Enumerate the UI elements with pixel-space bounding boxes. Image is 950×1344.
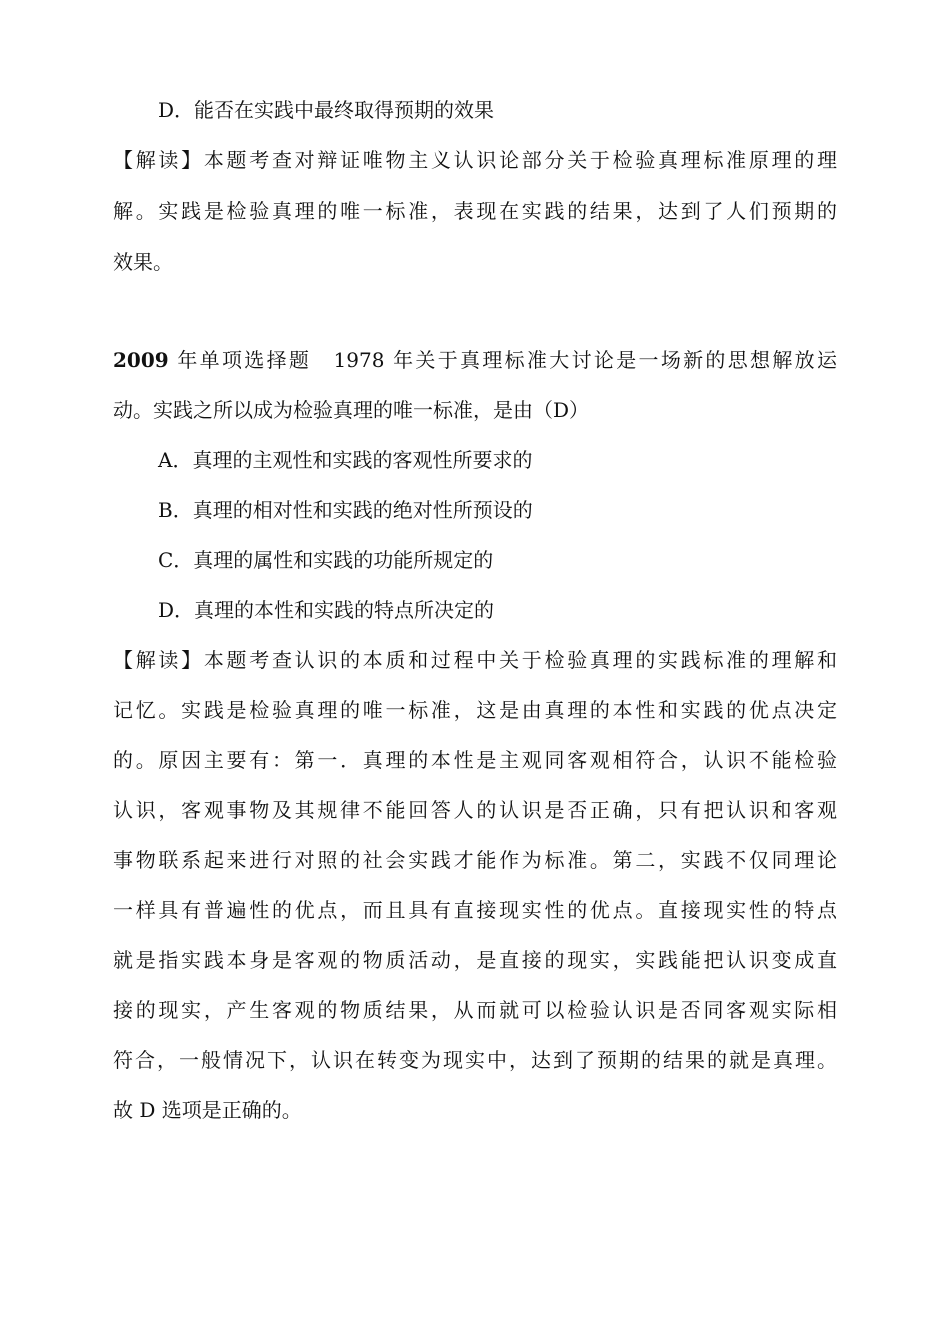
- question-text-1: 年单项选择题 1978 年关于真理标准大讨论是一场新的思想解放运: [177, 348, 837, 372]
- option-d: D．真理的本性和实践的特点所决定的: [158, 598, 495, 622]
- explanation-1-line-3: 效果。: [113, 250, 173, 274]
- explanation-1-line-1: 【解读】本题考查对辩证唯物主义认识论部分关于检验真理标准原理的理: [113, 148, 837, 172]
- explanation-2-line-6: 一样具有普遍性的优点，而且具有直接现实性的优点。直接现实性的特点: [113, 898, 837, 922]
- question-line-1: [113, 346, 837, 374]
- explanation-2-line-7: 就是指实践本身是客观的物质活动，是直接的现实，实践能把认识变成直: [113, 948, 837, 972]
- option-c: C．真理的属性和实践的功能所规定的: [158, 548, 494, 572]
- explanation-2-line-4: 认识，客观事物及其规律不能回答人的认识是否正确，只有把认识和客观: [113, 798, 837, 822]
- question-year: 2009: [113, 348, 169, 372]
- explanation-2-line-10: 故 D 选项是正确的。: [113, 1098, 302, 1122]
- explanation-2-line-3: 的。原因主要有：第一．真理的本性是主观同客观相符合，认识不能检验: [113, 748, 837, 772]
- explanation-2-line-9: 符合，一般情况下，认识在转变为现实中，达到了预期的结果的就是真理。: [113, 1048, 837, 1072]
- explanation-2-line-8: 接的现实，产生客观的物质结果，从而就可以检验认识是否同客观实际相: [113, 998, 837, 1022]
- explanation-2-line-1: 【解读】本题考查认识的本质和过程中关于检验真理的实践标准的理解和: [113, 648, 837, 672]
- explanation-2-line-2: 记忆。实践是检验真理的唯一标准，这是由真理的本性和实践的优点决定: [113, 698, 837, 722]
- option-a: A．真理的主观性和实践的客观性所要求的: [158, 448, 533, 472]
- option-b: B．真理的相对性和实践的绝对性所预设的: [158, 498, 533, 522]
- explanation-2-line-5: 事物联系起来进行对照的社会实践才能作为标准。第二，实践不仅同理论: [113, 848, 837, 872]
- question-line-2: 动。实践之所以成为检验真理的唯一标准，是由（D）: [113, 398, 590, 422]
- option-d-prev: D．能否在实践中最终取得预期的效果: [158, 98, 495, 122]
- explanation-1-line-2: 解。实践是检验真理的唯一标准，表现在实践的结果，达到了人们预期的: [113, 199, 837, 223]
